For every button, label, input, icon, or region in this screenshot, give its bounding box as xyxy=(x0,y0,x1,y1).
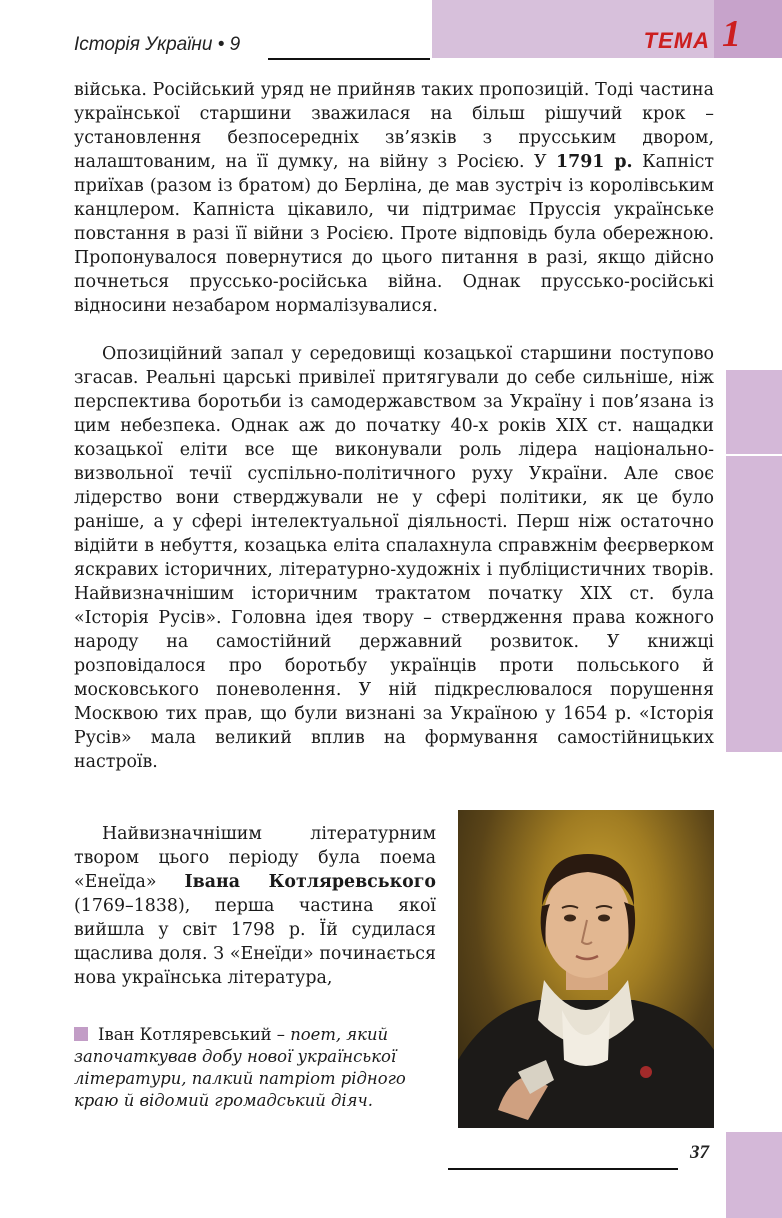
caption-marker-icon xyxy=(74,1027,88,1041)
portrait-caption xyxy=(74,1024,434,1112)
paragraph-3-name: Івана Котляревського xyxy=(184,872,436,892)
paragraph-3-text-b: (1769–1838), перша частина якої вийшла у світ 1798 р. Їй судилася щаслива доля. З «Енеїди» починається нова українська література, xyxy=(74,896,436,988)
paragraph-1-text-a: війська. Російський уряд не прийняв таких пропозицій. Тоді частина української старшини зважилася на більш рішучий крок – установлення безпосередніх зв’язків з прусським двором, налаштованим, на її думку, на війну з Росією. У xyxy=(74,80,714,172)
paragraph-3 xyxy=(74,822,436,990)
portrait-image xyxy=(458,810,714,1128)
side-tab-middle xyxy=(726,456,782,752)
page-number: 37 xyxy=(690,1142,709,1163)
paragraph-3-text-a: Найвизначнішим літературним твором цього періоду була поема «Енеїда» xyxy=(74,824,436,892)
paragraph-1 xyxy=(74,78,714,318)
header-rule xyxy=(268,58,430,60)
paragraph-1-text-b: Капніст приїхав (разом із братом) до Берліна, де мав зустріч із королівським канцлером. Капніста цікавило, чи підтримає Пруссія українське повстання в разі її війни з Росією. Проте відповідь була обережною. Пропонувалося повернутися до цього питання в разі, якщо дійсно почнеться пруссько-російська війна. Однак пруссько-російські відносини незабаром нормалізувалися. xyxy=(74,152,714,316)
caption-description: поет, який започаткував добу нової української літератури, палкий патріот рідного краю й відомий громадський діяч. xyxy=(74,1025,406,1110)
section-number: 1 xyxy=(722,13,741,55)
portrait-illustration xyxy=(458,810,714,1128)
side-tab-lower xyxy=(726,1132,782,1218)
caption-name: Іван Котляревський – xyxy=(98,1025,291,1044)
paragraph-2: Опозиційний запал у середовищі козацької старшини поступово згасав. Реальні царські привілеї притягували до себе сильніше, ніж перспектива боротьби із самодержавством за Україну і пов’язана із цим небезпека. Однак аж до початку 40-х років XIX ст. нащадки козацької еліти все ще виконували роль лідера національно-визвольної течії суспільно-політичного руху України. Але своє лідерство вони стверджували не у сфері політики, як це було раніше, а у сфері інтелектуальної діяльності. Перш ніж остаточно відійти в небуття, козацька еліта спалахнула справжнім феєрверком яскравих історичних, літературно-художніх і публіцистичних творів. Найвизначнішим історичним трактатом початку XIX ст. була «Історія Русів». Головна ідея твору – ствердження права кожного народу на самостійний державний розвиток. У книжці розповідалося про боротьбу українців проти польського й московського поневолення. У ній підкреслювалося порушення Москвою тих прав, що були визнані за Україною у 1654 р. «Історія Русів» мала великий вплив на формування самостійницьких настроїв. xyxy=(74,344,714,772)
section-label: ТЕМА xyxy=(643,28,710,53)
footer-rule xyxy=(448,1168,678,1170)
running-header-title: Історія України • 9 xyxy=(74,34,241,55)
side-tab-upper xyxy=(726,370,782,454)
paragraph-1-date: 1791 р. xyxy=(556,152,633,172)
